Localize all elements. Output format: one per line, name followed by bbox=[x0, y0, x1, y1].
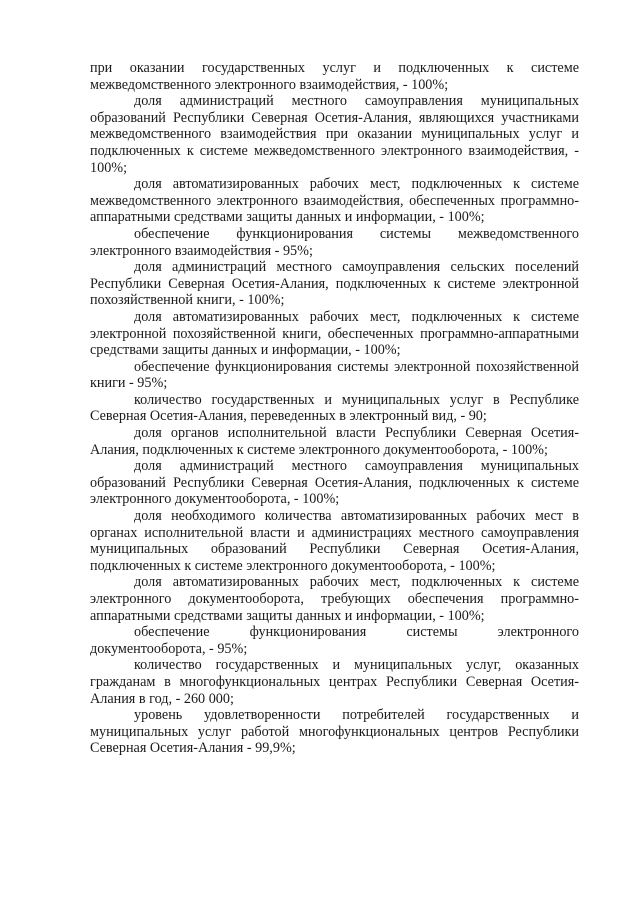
document-page bbox=[90, 60, 579, 757]
paragraph-12: доля автоматизированных рабочих мест, подключенных к системе электронного документооборота, требующих обеспечения программно-аппаратными средствами защиты данных и информации, - 100%; bbox=[90, 574, 579, 624]
paragraph-3: доля автоматизированных рабочих мест, подключенных к системе межведомственного электронного взаимодействия, обеспеченных программно-аппаратными средствами защиты данных и информации, - 100%; bbox=[90, 176, 579, 226]
paragraph-11: доля необходимого количества автоматизированных рабочих мест в органах исполнительной власти и администрациях местного самоуправления муниципальных образований Республики Северная Осетия-Алания, подключенных к системе электронного документооборота, - 100%; bbox=[90, 508, 579, 574]
paragraph-7: обеспечение функционирования системы электронной похозяйственной книги - 95%; bbox=[90, 358, 579, 392]
paragraph-13: обеспечение функционирования системы электронного документооборота, - 95%; bbox=[90, 624, 579, 657]
paragraph-9: доля органов исполнительной власти Республики Северная Осетия-Алания, подключенных к системе электронного документооборота, - 100%; bbox=[90, 425, 579, 458]
paragraph-1: при оказании государственных услуг и подключенных к системе межведомственного электронного взаимодействия, - 100%; bbox=[90, 60, 579, 93]
paragraph-8: количество государственных и муниципальных услуг в Республике Северная Осетия-Алания, переведенных в электронный вид, - 90; bbox=[90, 391, 579, 425]
paragraph-6: доля автоматизированных рабочих мест, подключенных к системе электронной похозяйственной книги, обеспеченных программно-аппаратными средствами защиты данных и информации, - 100%; bbox=[90, 308, 579, 359]
paragraph-15: уровень удовлетворенности потребителей государственных и муниципальных услуг работой многофункциональных центров Республики Северная Осетия-Алания - 99,9%; bbox=[90, 707, 579, 757]
paragraph-5: доля администраций местного самоуправления сельских поселений Республики Северная Осетия-Алания, подключенных к системе электронной похозяйственной книги, - 100%; bbox=[90, 259, 579, 309]
paragraph-10: доля администраций местного самоуправления муниципальных образований Республики Северная Осетия-Алания, подключенных к системе электронного документооборота, - 100%; bbox=[90, 458, 579, 508]
paragraph-14: количество государственных и муниципальных услуг, оказанных гражданам в многофункциональных центрах Республики Северная Осетия-Алания в год, - 260 000; bbox=[90, 657, 579, 707]
paragraph-4: обеспечение функционирования системы межведомственного электронного взаимодействия - 95%; bbox=[90, 225, 579, 259]
paragraph-2: доля администраций местного самоуправления муниципальных образований Республики Северная Осетия-Алания, являющихся участниками межведомственного взаимодействия при оказании муниципальных услуг и подключенных к системе межведомственного электронного взаимодействия, - 100%; bbox=[90, 93, 579, 176]
